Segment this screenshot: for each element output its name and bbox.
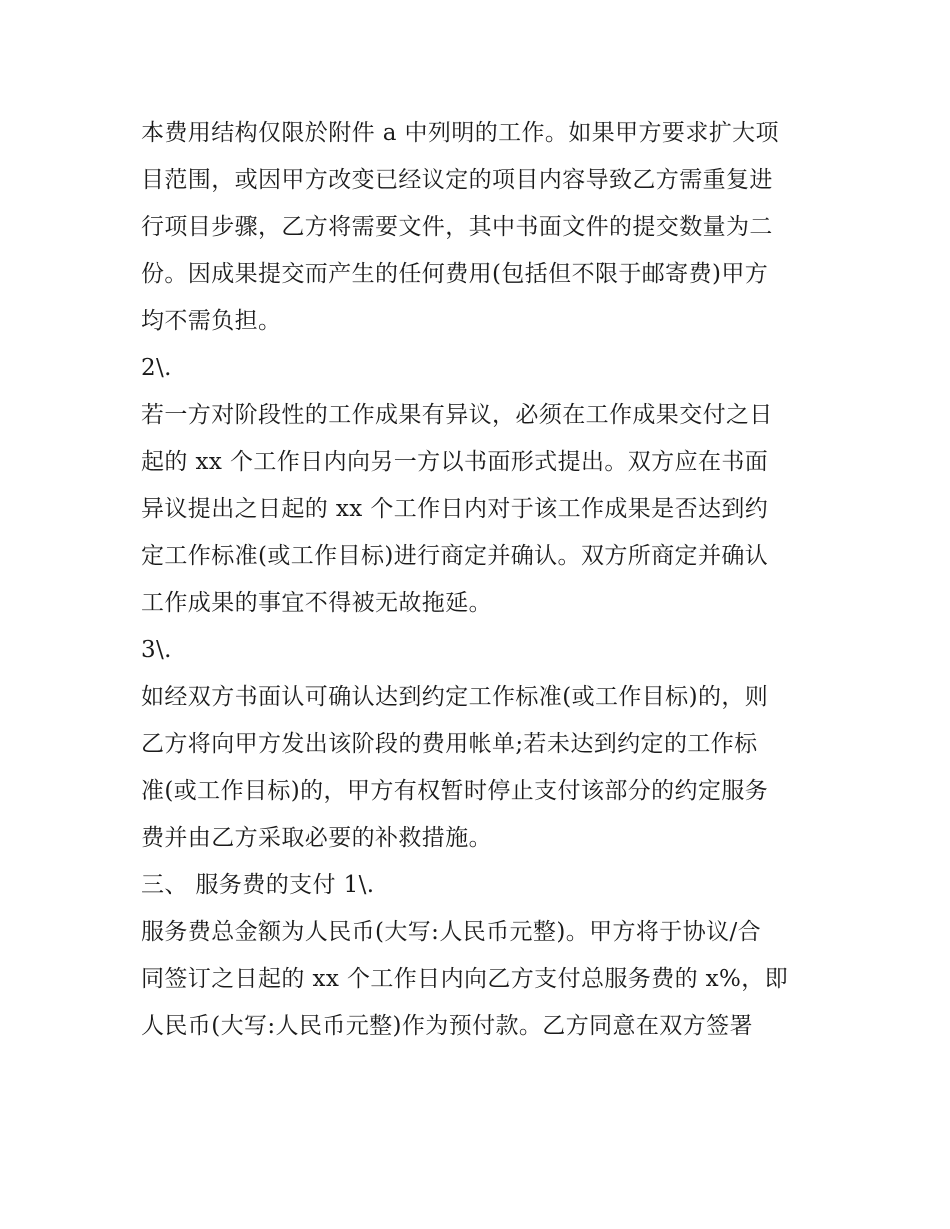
text-line: 起的 xx 个工作日内向另一方以书面形式提出。双方应在书面 (141, 449, 769, 475)
text-line: 异议提出之日起的 xx 个工作日内对于该工作成果是否达到约 (141, 496, 769, 522)
clause-number: 3\. (141, 637, 172, 663)
text-line: 服务费总金额为人民币(大写:人民币元整)。甲方将于协议/合 (141, 919, 762, 945)
text-line: 同签订之日起的 xx 个工作日内向乙方支付总服务费的 x%，即 (141, 966, 789, 992)
text-line: 行项目步骤，乙方将需要文件，其中书面文件的提交数量为二 (141, 214, 773, 240)
text-line: 人民币(大写:人民币元整)作为预付款。乙方同意在双方签署 (141, 1013, 753, 1039)
clause-number: 2\. (141, 355, 172, 381)
text-line: 工作成果的事宜不得被无故拖延。 (141, 590, 492, 616)
text-line: 准(或工作目标)的，甲方有权暂时停止支付该部分的约定服务 (141, 778, 769, 804)
text-line: 份。因成果提交而产生的任何费用(包括但不限于邮寄费)甲方 (141, 261, 769, 287)
text-line: 若一方对阶段性的工作成果有异议，必须在工作成果交付之日 (141, 402, 773, 428)
document-body (141, 110, 821, 1050)
text-line: 费并由乙方采取必要的补救措施。 (141, 825, 492, 851)
section-heading: 三、 服务费的支付 1\. (141, 872, 375, 898)
text-line: 本费用结构仅限於附件 a 中列明的工作。如果甲方要求扩大项 (141, 120, 779, 146)
text-line: 目范围，或因甲方改变已经议定的项目内容导致乙方需重复进 (141, 167, 773, 193)
text-line: 定工作标准(或工作目标)进行商定并确认。双方所商定并确认 (141, 543, 769, 569)
text-line: 如经双方书面认可确认达到约定工作标准(或工作目标)的，则 (141, 684, 769, 710)
text-line: 乙方将向甲方发出该阶段的费用帐单;若未达到约定的工作标 (141, 731, 758, 757)
text-line: 均不需负担。 (141, 308, 282, 334)
